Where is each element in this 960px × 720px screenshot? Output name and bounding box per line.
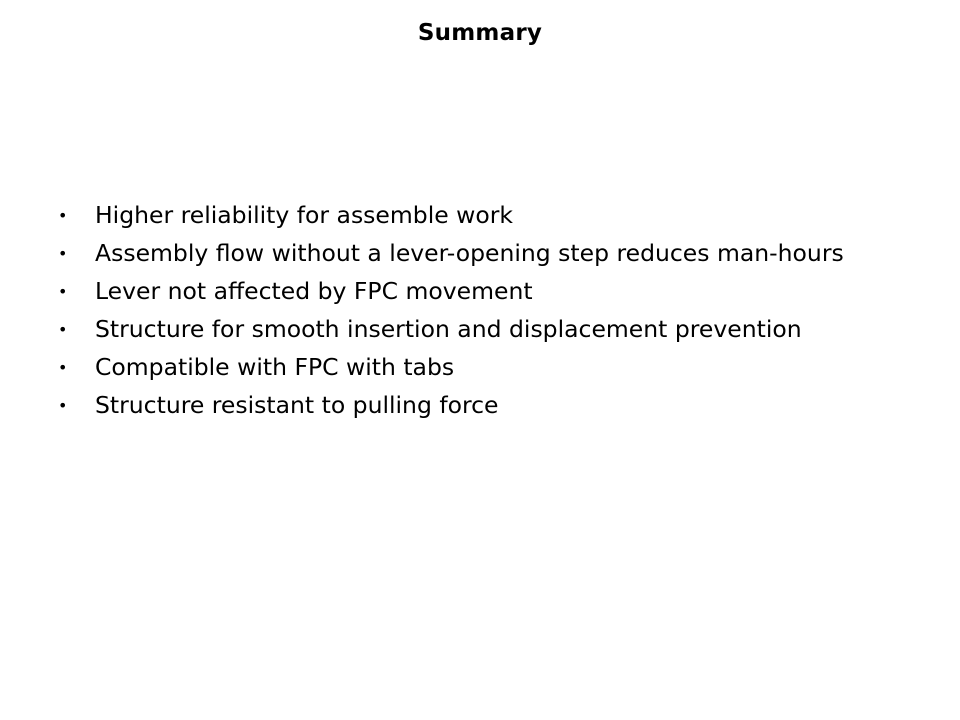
slide-title: Summary xyxy=(417,20,543,46)
bullet-icon: • xyxy=(58,320,68,339)
bullet-item xyxy=(58,276,918,307)
bullet-icon: • xyxy=(58,282,68,301)
bullet-text: Compatible with FPC with tabs xyxy=(95,353,455,381)
bullet-text: Higher reliability for assemble work xyxy=(95,201,514,229)
bullet-item xyxy=(58,200,918,231)
bullet-item xyxy=(58,390,918,421)
bullet-item xyxy=(58,352,918,383)
bullet-text: Assembly flow without a lever-opening step reduces man-hours xyxy=(95,239,844,267)
bullet-list xyxy=(58,200,918,428)
bullet-item xyxy=(58,238,918,269)
bullet-item xyxy=(58,314,918,345)
bullet-icon: • xyxy=(58,206,68,225)
bullet-text: Structure for smooth insertion and displacement prevention xyxy=(95,315,802,343)
bullet-text: Lever not affected by FPC movement xyxy=(95,277,533,305)
bullet-text: Structure resistant to pulling force xyxy=(95,391,499,419)
bullet-icon: • xyxy=(58,396,68,415)
bullet-icon: • xyxy=(58,358,68,377)
bullet-icon: • xyxy=(58,244,68,263)
